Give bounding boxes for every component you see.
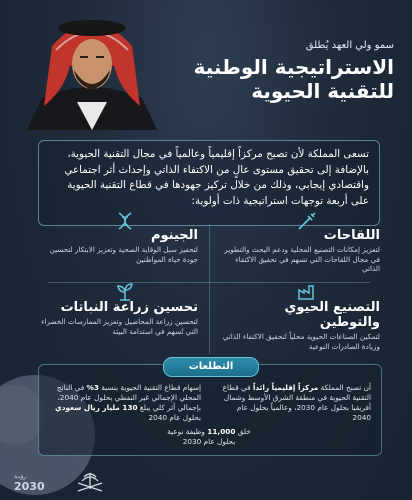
card-title: الجينوم (151, 228, 198, 243)
card-title: تحسين زراعة النباتات (60, 300, 198, 315)
aspiration-highlight: مركزاً إقليمياً رائداً (252, 383, 319, 392)
card-text: لتحفيز سبل الوقاية الصحية وتعزيز الابتكار لتحسين جودة حياة المواطنين (49, 245, 198, 264)
card-text: لتعزيز إمكانات التصنيع المحلية ودعم البحث والتطوير في مجال اللقاحات التي تسهم في تحقيق الاكتفاء الذاتي (224, 245, 380, 273)
page-title-line-1: الاستراتيجية الوطنية (193, 55, 394, 79)
aspiration-highlight: 11,000 (207, 427, 236, 436)
aspiration-jobs (159, 427, 259, 447)
card-plants (38, 300, 198, 336)
factory-icon (296, 280, 318, 302)
aspiration-gdp (51, 383, 201, 423)
vision-2030-logo (14, 473, 45, 493)
aspiration-text: في الناتج المحلي الإجمالي غير النفطي بحلول عام 2040، بإجمالي أثر كلي يبلغ (56, 383, 201, 412)
dna-icon (114, 210, 136, 232)
aspiration-highlight: 130 مليار ريال سعودي (55, 403, 138, 412)
syringe-icon (296, 210, 318, 232)
aspiration-highlight: 3% (86, 383, 99, 392)
divider-horizontal (48, 282, 370, 283)
header-text (164, 40, 394, 103)
card-vaccines (220, 228, 380, 274)
aspiration-regional-hub (221, 383, 371, 423)
card-text: لتحسين زراعة المحاصيل وتعزيز الممارسات الخضراء التي تُسهم في استدامة البيئة (41, 317, 198, 336)
hero (0, 0, 412, 130)
divider-vertical (209, 224, 210, 354)
intro-text: تسعى المملكة لأن تصبح مركزاً إقليمياً وعالمياً في مجال التقنية الحيوية، بالإضافة إلى تحقيق مستوى عالٍ من الاكتفاء الذاتي وإحداث أثر اجتماعي واقتصادي إيجابي، وذلك من خلال تركيز جهودها في قطاع التقنية الحيوية على أربعة توجهات استراتيجية ذات أولوية: (64, 148, 369, 207)
card-genome (38, 228, 198, 264)
priority-cards (38, 214, 380, 354)
crown-prince-portrait (22, 6, 162, 130)
aspiration-text: إسهام قطاع التقنية الحيوية بنسبة (98, 383, 201, 392)
card-title: اللقاحات (323, 228, 380, 243)
aspirations-box (38, 361, 382, 456)
vision-sub: رؤيـة (14, 473, 27, 480)
aspiration-text: في قطاع التقنية الحيوية في منطقة الشرق الأوسط وشمال أفريقيا بحلول عام 2030، وعالمياً بحلول عام 2040 (222, 383, 371, 422)
card-title: التصنيع الحيوي والتوطين (284, 300, 380, 330)
aspiration-text: بحلول عام 2040 (148, 413, 201, 422)
card-text: لتمكين الصناعات الحيوية محلياً لتحقيق الاكتفاء الذاتي وزيادة الصادرات النوعية (222, 332, 380, 351)
aspirations-label: التطلعات (163, 357, 259, 377)
aspiration-text: أن تصبح المملكة (318, 383, 371, 392)
vision-label: 2030 (14, 480, 45, 493)
card-biomanufacturing (220, 300, 380, 351)
aspiration-text: وظيفة نوعية بحلول عام 2030 (167, 427, 236, 446)
aspiration-text: خلق (235, 427, 251, 436)
plant-icon (114, 280, 136, 302)
page-title-line-2: للتقنية الحيوية (251, 79, 394, 103)
footer-logos (14, 465, 134, 495)
kicker: سمو ولي العهد يُطلق (305, 40, 394, 51)
palm-swords-emblem-icon (70, 469, 110, 493)
